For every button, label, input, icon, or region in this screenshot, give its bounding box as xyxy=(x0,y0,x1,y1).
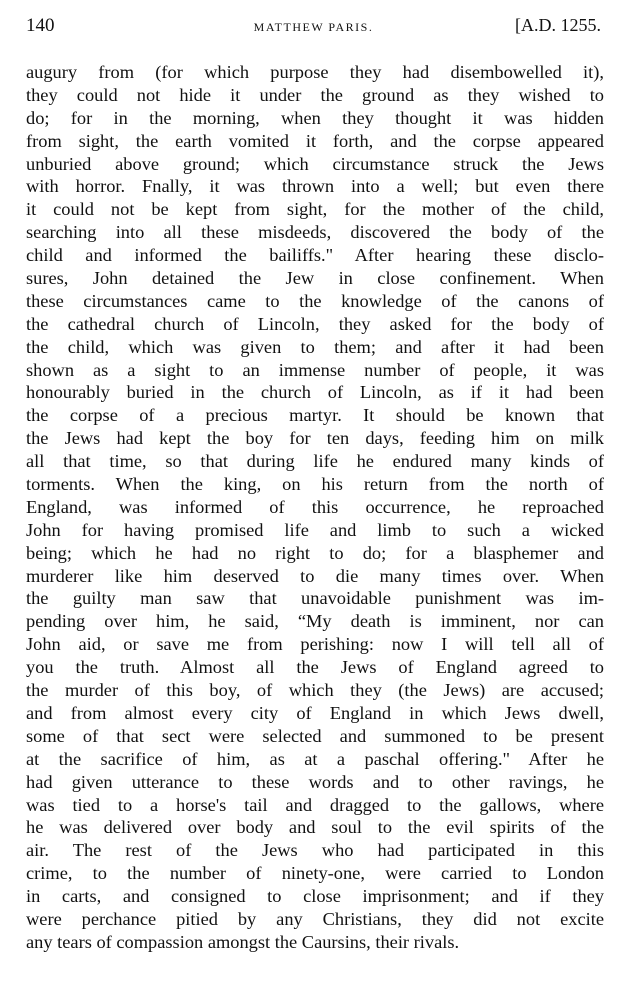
text-line: do; for in the morning, when they thought it was hidden xyxy=(26,107,604,128)
text-line: the murder of this boy, of which they (the Jews) are accused; xyxy=(26,680,604,701)
text-line: unburied above ground; which circumstance struck the Jews xyxy=(26,153,604,174)
text-line: the guilty man saw that unavoidable punishment was im- xyxy=(26,588,604,609)
text-line: John for having promised life and limb to such a wicked xyxy=(26,519,604,540)
text-line: crime, to the number of ninety-one, were carried to London xyxy=(26,863,604,884)
page-number: 140 xyxy=(26,15,55,36)
text-line: being; which he had no right to do; for a blasphemer and xyxy=(26,542,604,563)
text-line: murderer like him deserved to die many times over. When xyxy=(26,565,604,586)
text-line: the Jews had kept the boy for ten days, feeding him on milk xyxy=(26,428,604,449)
text-line: were perchance pitied by any Christians, they did not excite xyxy=(26,908,604,929)
text-line: these circumstances came to the knowledge of the canons of xyxy=(26,290,604,311)
body-text xyxy=(26,61,604,954)
text-line: from sight, the earth vomited it forth, and the corpse appeared xyxy=(26,130,604,151)
text-line: had given utterance to these words and to other ravings, he xyxy=(26,771,604,792)
header-date: [A.D. 1255. xyxy=(515,15,601,35)
text-line: the corpse of a precious martyr. It should be known that xyxy=(26,405,604,426)
text-line: John aid, or save me from perishing: now I will tell all of xyxy=(26,634,604,655)
running-title: MATTHEW PARIS. xyxy=(253,20,374,34)
page-header xyxy=(26,15,601,41)
text-line: honourably buried in the church of Lincoln, as if it had been xyxy=(26,382,604,403)
text-line: and from almost every city of England in which Jews dwell, xyxy=(26,702,604,723)
text-line: with horror. Fnally, it was thrown into a well; but even there xyxy=(26,176,604,197)
text-line: at the sacrifice of him, as at a paschal offering." After he xyxy=(26,748,604,769)
text-line: England, was informed of this occurrence, he reproached xyxy=(26,496,604,517)
text-line: torments. When the king, on his return from the north of xyxy=(26,474,604,495)
text-line: pending over him, he said, “My death is imminent, nor can xyxy=(26,611,604,632)
text-line: all that time, so that during life he endured many kinds of xyxy=(26,451,604,472)
text-line: in carts, and consigned to close imprisonment; and if they xyxy=(26,886,604,907)
text-line: some of that sect were selected and summoned to be present xyxy=(26,725,604,746)
text-line: any tears of compassion amongst the Caursins, their rivals. xyxy=(26,931,460,952)
text-line: they could not hide it under the ground as they wished to xyxy=(26,84,604,105)
text-line: searching into all these misdeeds, discovered the body of the xyxy=(26,222,604,243)
text-line: sures, John detained the Jew in close confinement. When xyxy=(26,268,604,289)
text-line: shown as a sight to an immense number of people, it was xyxy=(26,359,604,380)
text-line: air. The rest of the Jews who had participated in this xyxy=(26,840,604,861)
text-line: the child, which was given to them; and after it had been xyxy=(26,336,604,357)
text-line: it could not be kept from sight, for the mother of the child, xyxy=(26,199,604,220)
text-line: was tied to a horse's tail and dragged to the gallows, where xyxy=(26,794,604,815)
text-line: he was delivered over body and soul to the evil spirits of the xyxy=(26,817,604,838)
text-line: augury from (for which purpose they had disembowelled it), xyxy=(26,62,604,82)
text-line: child and informed the bailiffs." After hearing these disclo- xyxy=(26,245,604,266)
text-line: you the truth. Almost all the Jews of England agreed to xyxy=(26,657,604,678)
text-line: the cathedral church of Lincoln, they asked for the body of xyxy=(26,313,604,334)
